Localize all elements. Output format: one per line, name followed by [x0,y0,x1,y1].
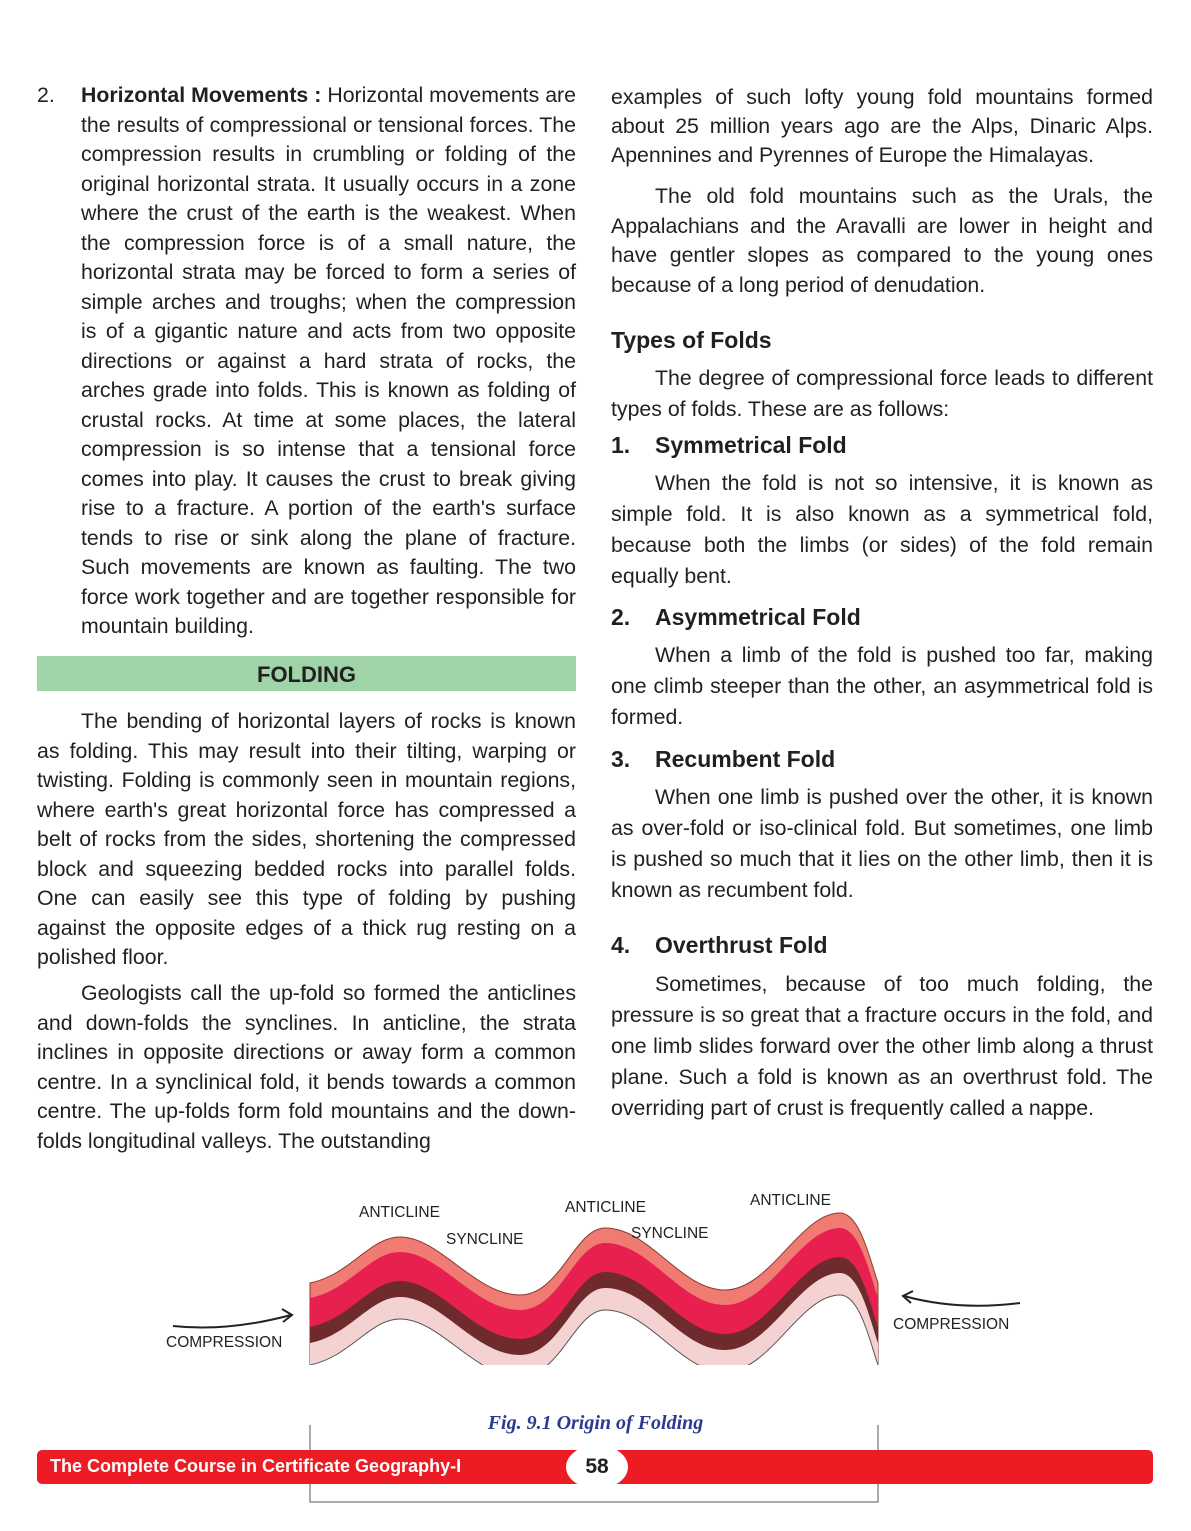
left-compression-arrow-icon [173,1309,292,1328]
paragraph-text: The degree of compressional force leads to different types of folds. These are as follows: [611,366,1153,421]
label-anticline-3: ANTICLINE [750,1192,831,1209]
footer-bar [37,1450,1153,1484]
book-title: The Complete Course in Certificate Geography-I [50,1456,462,1476]
label-compression-left: COMPRESSION [166,1334,283,1351]
fold-heading-overthrust: Overthrust Fold [655,932,828,958]
fold-text-overthrust: Sometimes, because of too much folding, the pressure is so great that a fracture occurs in the fold, and one limb slides forward over the other limb along a thrust plane. Such a fold is known as an overthrust fold. The overriding part of crust is frequently called a nappe. [611,972,1153,1120]
item-number: 2. [37,83,55,107]
item-heading: Horizontal Movements : [81,83,322,107]
section-banner-folding: FOLDING [37,656,576,691]
fold-text-asymmetrical: When a limb of the fold is pushed too far, making one climb steeper than the other, an asymmetrical fold is formed. [611,643,1153,729]
label-anticline-2: ANTICLINE [565,1199,646,1216]
fold-text-recumbent: When one limb is pushed over the other, it is known as over-fold or iso-clinical fold. But sometimes, one limb is pushed so much that it lies on the other limb, then it is known as recumbent fold. [611,785,1153,902]
fold-number: 3. [611,746,631,772]
page-number: 58 [566,1445,628,1489]
paragraph-text: examples of such lofty young fold mountains formed about 25 million years ago are the Alps, Dinaric Alps. Apennines and Pyrennes of Europe the Himalayas. [611,85,1153,167]
fold-text-symmetrical: When the fold is not so intensive, it is known as simple fold. It is also known as a symmetrical fold, because both the limbs (or sides) of the fold remain equally bent. [611,471,1153,588]
types-of-folds-heading: Types of Folds [611,327,772,353]
fold-heading-symmetrical: Symmetrical Fold [655,432,847,458]
label-compression-right: COMPRESSION [893,1316,1010,1333]
label-anticline-1: ANTICLINE [359,1204,440,1221]
paragraph-text: The bending of horizontal layers of rocks is known as folding. This may result into their tilting, warping or twisting. Folding is commonly seen in mountain regions, where earth's great horizontal force has compressed a belt of rocks from the sides, shortening the compressed block and squeezing bedded rocks into parallel folds. One can easily see this type of folding by pushing against the opposite edges of a thick rug resting on a polished floor. [37,709,576,969]
paragraph-text: The old fold mountains such as the Urals, the Appalachians and the Aravalli are lower in height and have gentler slopes as compared to the young ones because of a long period of denudation. [611,184,1153,297]
fold-number: 1. [611,432,631,458]
item-text: Horizontal movements are the results of compressional or tensional forces. The compression results in crumbling or folding of the original horizontal strata. It usually occurs in a zone where the crust of the earth is the weakest. When the compression force is of a small nature, the horizontal strata may be forced to form a series of simple arches and troughs; when the compression is of a gigantic nature and acts from two opposite directions or against a hard strata of rocks, the arches grade into folds. This is known as folding of crustal rocks. At time at some places, the lateral compression is so intense that a tensional force comes into play. It causes the crust to break giving rise to a fracture. A portion of the earth's surface tends to rise or sink along the plane of fracture. Such movements are known as faulting. The two force work together and are together responsible for mountain building. [81,83,576,638]
figure-caption: Fig. 9.1 Origin of Folding [487,1412,704,1434]
label-syncline-1: SYNCLINE [446,1231,524,1248]
fold-number: 4. [611,932,631,958]
label-syncline-2: SYNCLINE [631,1225,709,1242]
right-compression-arrow-icon [903,1291,1020,1306]
fold-number: 2. [611,604,631,630]
paragraph-text: Geologists call the up-fold so formed the anticlines and down-folds the synclines. In anticline, the strata inclines in opposite directions or away form a common centre. In a synclinical fold, it bends towards a common centre. The up-folds form fold mountains and the down-folds longitudinal valleys. The outstanding [37,981,576,1153]
fold-heading-recumbent: Recumbent Fold [655,746,836,772]
fold-heading-asymmetrical: Asymmetrical Fold [655,604,861,630]
